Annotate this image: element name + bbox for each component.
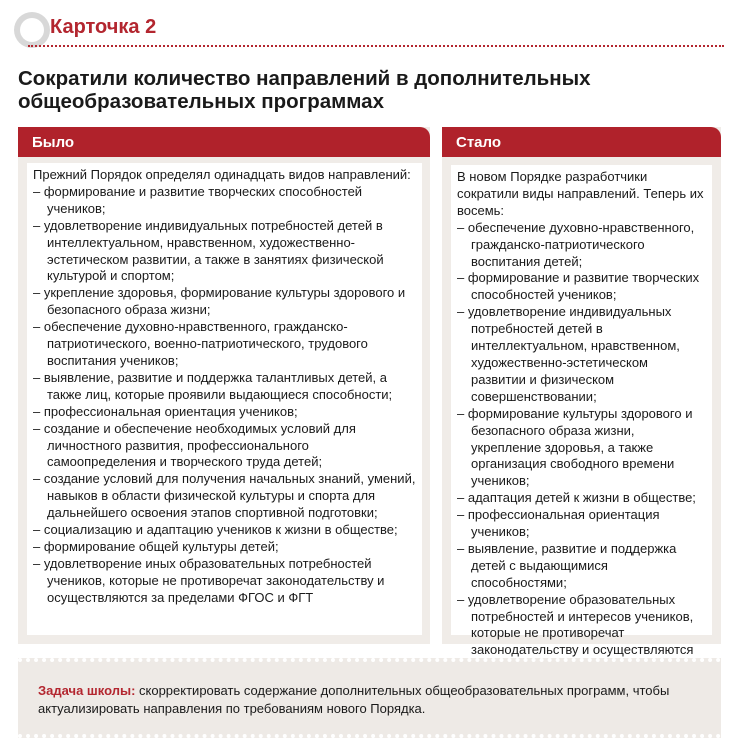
before-list xyxy=(33,184,416,607)
list-item: – удовлетворение иных образовательных потребностей учеников, которые не противоречат законодательству и осуществляются за пределами ФГОС и ФГТ xyxy=(33,555,385,605)
list-item: – обеспечение духовно-нравственного, гражданско-патриотического, военно-патриотического, трудового воспитания учеников; xyxy=(33,319,368,368)
list-item: – укрепление здоровья, формирование культуры здорового и безопасного образа жизни; xyxy=(33,285,406,318)
card-title: Карточка 2 xyxy=(50,16,157,38)
list-item: – выявление, развитие и поддержка детей с выдающимися способностями; xyxy=(457,540,677,590)
list-item: – удовлетворение индивидуальных потребностей детей в интеллектуальном, нравственном, художественно-эстетическом развитии, а также в занятиях физической культурой и спортом; xyxy=(33,217,384,284)
list-item: – формирование и развитие творческих способностей учеников; xyxy=(457,270,700,303)
list-item: – профессиональная ориентация учеников; xyxy=(33,403,298,419)
list-item: – профессиональная ориентация учеников; xyxy=(457,507,660,540)
list-item: – создание и обеспечение необходимых условий для личностного развития, профессионального самоопределения и творческого труда детей; xyxy=(33,420,356,470)
list-item: – формирование культуры здорового и безопасного образа жизни, укрепление здоровья, а также организация свободного времени учеников; xyxy=(457,405,693,489)
list-item: – обеспечение духовно-нравственного, гражданско-патриотического воспитания детей; xyxy=(457,219,695,269)
card-divider xyxy=(28,45,724,47)
before-intro: Прежний Порядок определял одинадцать видов направлений: xyxy=(33,167,411,182)
before-panel xyxy=(18,127,430,644)
list-item: – адаптация детей к жизни в обществе; xyxy=(457,490,696,506)
after-list xyxy=(457,220,706,676)
list-item: – социализацию и адаптацию учеников к жизни в обществе; xyxy=(33,522,398,538)
card-header xyxy=(0,0,738,50)
task-box xyxy=(18,658,721,738)
page-title: Сократили количество направлений в дополнительных общеобразовательных программах xyxy=(18,67,591,113)
after-panel xyxy=(442,127,721,658)
list-item: – удовлетворение образовательных потребностей и интересов учеников, которые не противоречат законодательству и осуществляются xyxy=(457,591,694,658)
after-intro: В новом Порядке разработчики сократили виды направлений. Теперь их восемь: xyxy=(457,169,704,218)
before-panel-title: Было xyxy=(18,127,430,157)
card-circle-inner xyxy=(20,18,44,42)
list-item: – формирование и развитие творческих способностей учеников; xyxy=(33,183,363,216)
task-label: Задача школы: xyxy=(38,683,136,698)
task-text xyxy=(38,682,708,717)
list-item: – выявление, развитие и поддержка талантливых детей, а также лиц, которые проявили выдающиеся способности; xyxy=(33,369,393,402)
after-panel-body xyxy=(451,165,712,658)
before-panel-body xyxy=(27,163,422,635)
after-panel-title: Стало xyxy=(442,127,721,157)
list-item: – формирование общей культуры детей; xyxy=(33,538,279,554)
task-body: скорректировать содержание дополнительных общеобразовательных программ, чтобы актуализировать направления по требованиям нового Порядка. xyxy=(38,683,670,716)
list-item: – создание условий для получения начальных знаний, умений, навыков в области физической культуры и спорта для дальнейшего освоения этапов спортивной подготовки; xyxy=(33,471,416,521)
list-item: – удовлетворение индивидуальных потребностей детей в интеллектуальном, нравственном, художественно-эстетическом развитии и физическом совершенствовании; xyxy=(457,304,680,404)
